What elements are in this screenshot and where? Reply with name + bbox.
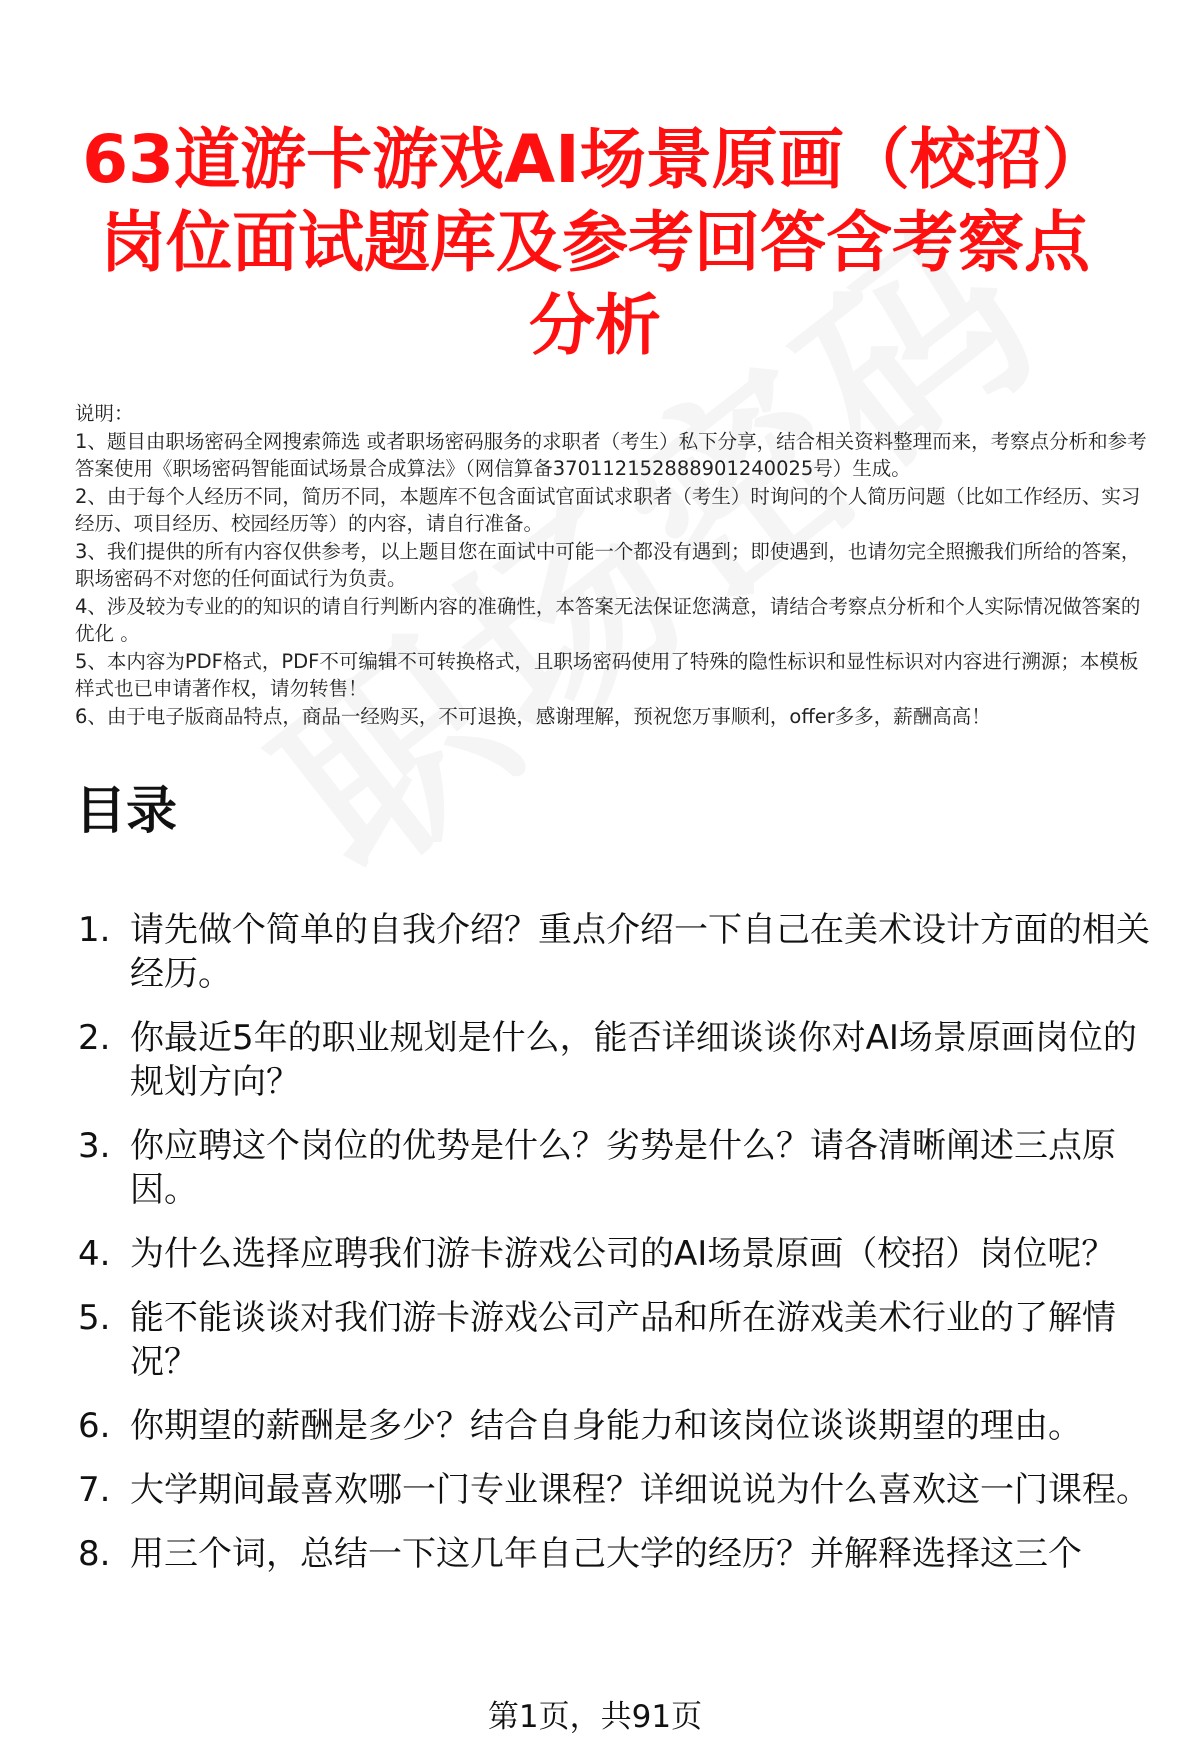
table-of-contents	[78, 908, 1170, 1596]
notes-section	[75, 400, 1155, 730]
page-title	[60, 118, 1130, 367]
toc-item[interactable]	[78, 908, 1170, 996]
note-item: 2、由于每个人经历不同，简历不同，本题库不包含面试官面试求职者（考生）时询问的个人简历问题（比如工作经历、实习经历、项目经历、校园经历等）的内容，请自行准备。	[75, 484, 1141, 535]
toc-item[interactable]	[78, 1532, 1170, 1576]
toc-item-text: 能不能谈谈对我们游卡游戏公司产品和所在游戏美术行业的了解情况？	[130, 1298, 1116, 1382]
toc-item-text: 你期望的薪酬是多少？结合自身能力和该岗位谈谈期望的理由。	[130, 1406, 1082, 1446]
toc-item-text: 用三个词，总结一下这几年自己大学的经历？并解释选择这三个	[130, 1534, 1082, 1574]
toc-item-text: 为什么选择应聘我们游卡游戏公司的AI场景原画（校招）岗位呢？	[130, 1234, 1116, 1274]
toc-item[interactable]	[78, 1232, 1170, 1276]
toc-item-number: 7.	[78, 1470, 111, 1510]
note-item: 4、涉及较为专业的的知识的请自行判断内容的准确性，本答案无法保证您满意，请结合考察点分析和个人实际情况做答案的优化 。	[75, 594, 1141, 645]
title-line-3: 分析	[529, 287, 661, 364]
toc-heading: 目录	[75, 782, 178, 841]
toc-item[interactable]	[78, 1404, 1170, 1448]
toc-item-text: 你最近5年的职业规划是什么，能否详细谈谈你对AI场景原画岗位的规划方向？	[130, 1018, 1137, 1102]
toc-item-number: 1.	[78, 910, 111, 950]
notes-heading: 说明：	[75, 402, 134, 425]
toc-item-text: 你应聘这个岗位的优势是什么？劣势是什么？请各清晰阐述三点原因。	[130, 1126, 1116, 1210]
note-item: 5、本内容为PDF格式，PDF不可编辑不可转换格式，且职场密码使用了特殊的隐性标识和显性标识对内容进行溯源；本模板样式也已申请著作权，请勿转售！	[75, 649, 1139, 700]
title-line-1: 63道游卡游戏AI场景原画（校招）	[82, 121, 1108, 198]
toc-item[interactable]	[78, 1016, 1170, 1104]
toc-item-text: 请先做个简单的自我介绍？重点介绍一下自己在美术设计方面的相关经历。	[130, 910, 1150, 994]
toc-item-text: 大学期间最喜欢哪一门专业课程？详细说说为什么喜欢这一门课程。	[130, 1470, 1150, 1510]
toc-item-number: 2.	[78, 1018, 111, 1058]
toc-item-number: 6.	[78, 1406, 111, 1446]
page-number-footer: 第1页，共91页	[487, 1699, 703, 1735]
toc-item-number: 5.	[78, 1298, 111, 1338]
title-line-2: 岗位面试题库及参考回答含考察点	[100, 204, 1090, 281]
toc-item-number: 8.	[78, 1534, 111, 1574]
toc-item[interactable]	[78, 1468, 1170, 1512]
toc-item-number: 3.	[78, 1126, 111, 1166]
toc-item-number: 4.	[78, 1234, 111, 1274]
note-item: 6、由于电子版商品特点，商品一经购买，不可退换，感谢理解，预祝您万事顺利，offer多多，薪酬高高！	[75, 704, 991, 728]
note-item: 3、我们提供的所有内容仅供参考，以上题目您在面试中可能一个都没有遇到；即使遇到，也请勿完全照搬我们所给的答案，职场密码不对您的任何面试行为负责。	[75, 539, 1141, 590]
toc-item[interactable]	[78, 1296, 1170, 1384]
toc-item[interactable]	[78, 1124, 1170, 1212]
note-item: 1、题目由职场密码全网搜索筛选 或者职场密码服务的求职者（考生）私下分享，结合相关资料整理而来，考察点分析和参考答案使用《职场密码智能面试场景合成算法》（网信算备370112152888901240025号）生成。	[75, 429, 1147, 480]
